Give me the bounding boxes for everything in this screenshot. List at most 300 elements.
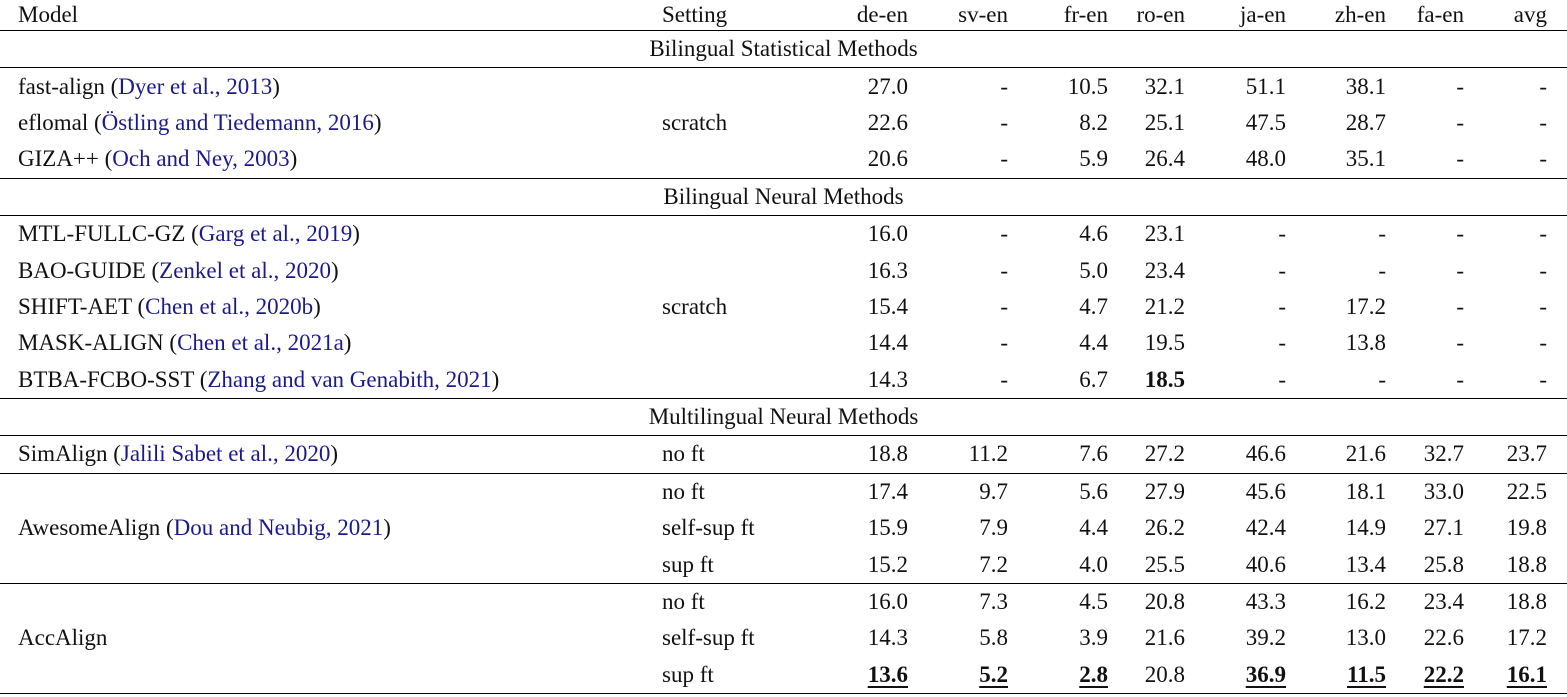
setting-cell: no ft (640, 583, 766, 620)
score-value: 14.4 (867, 330, 908, 356)
table-row (0, 68, 1567, 105)
score-zh-en (1286, 252, 1386, 288)
score-fa-en (1386, 362, 1464, 399)
score-fr-en (1008, 510, 1108, 546)
score-ro-en (1108, 657, 1185, 694)
section-header-row (0, 398, 1567, 435)
score-avg (1464, 473, 1547, 510)
score-sv-en (908, 473, 1008, 510)
score-fr-en (1008, 68, 1108, 105)
model-name (0, 325, 640, 361)
model-name (0, 215, 640, 252)
score-value: 18.8 (867, 441, 908, 467)
score-value: 33.0 (1423, 478, 1464, 504)
citation-link: Och and Ney, 2003 (112, 146, 290, 172)
score-value: 32.7 (1423, 441, 1464, 467)
score-de-en (766, 510, 908, 546)
score-value: 4.7 (1079, 293, 1108, 319)
score-zh-en (1286, 289, 1386, 325)
score-value: 4.4 (1079, 330, 1108, 356)
score-avg (1464, 546, 1547, 583)
score-value: - (1378, 366, 1386, 392)
score-value: 7.9 (979, 515, 1008, 541)
score-de-en (766, 546, 908, 583)
spacer (1547, 657, 1567, 694)
score-avg (1464, 252, 1547, 288)
score-value: 17.4 (867, 478, 908, 504)
score-value: - (1539, 73, 1547, 99)
model-name (0, 289, 640, 325)
column-header-fa-en: fa-en (1416, 2, 1464, 27)
model-name (0, 583, 640, 693)
score-value: 27.1 (1423, 515, 1464, 541)
score-value: - (1456, 221, 1464, 247)
score-value: - (1456, 73, 1464, 99)
score-fa-en (1386, 546, 1464, 583)
score-value: 4.5 (1079, 589, 1108, 615)
citation-link: Garg et al., 2019 (198, 221, 353, 247)
score-value: 11.2 (968, 441, 1008, 467)
score-sv-en (908, 325, 1008, 361)
citation-link: Zhang and van Genabith, 2021 (207, 366, 492, 392)
score-avg (1464, 657, 1547, 694)
citation-link: Östling and Tiedemann, 2016 (101, 109, 374, 135)
score-value: 7.2 (979, 551, 1008, 577)
spacer (1547, 436, 1567, 473)
score-value: 5.6 (1079, 478, 1108, 504)
setting-cell: scratch (662, 293, 728, 319)
score-value: 14.3 (867, 366, 908, 392)
score-zh-en (1286, 215, 1386, 252)
score-ja-en (1185, 546, 1286, 583)
score-value: 5.9 (1079, 146, 1108, 172)
score-ro-en (1108, 362, 1185, 399)
score-value: 15.9 (867, 515, 908, 541)
score-value: 16.1 (1506, 661, 1547, 687)
score-value: 4.4 (1079, 515, 1108, 541)
score-ja-en (1185, 68, 1286, 105)
score-ja-en (1185, 289, 1286, 325)
score-ro-en (1108, 289, 1185, 325)
score-zh-en (1286, 510, 1386, 546)
score-de-en (766, 436, 908, 473)
score-avg (1464, 362, 1547, 399)
score-ja-en (1185, 141, 1286, 178)
score-fr-en (1008, 546, 1108, 583)
paren: ) (330, 441, 339, 467)
table-row (0, 252, 1567, 288)
score-value: 5.0 (1079, 257, 1108, 283)
model-label: BTBA-FCBO-SST ( (18, 366, 208, 392)
score-zh-en (1286, 546, 1386, 583)
score-value: 14.3 (867, 625, 908, 651)
citation-link: Chen et al., 2021a (177, 330, 344, 356)
score-sv-en (908, 583, 1008, 620)
score-avg (1464, 289, 1547, 325)
score-avg (1464, 215, 1547, 252)
score-sv-en (908, 252, 1008, 288)
model-label: fast-align ( (18, 73, 119, 99)
score-zh-en (1286, 362, 1386, 399)
table-row (0, 289, 1567, 325)
score-value: - (1456, 146, 1464, 172)
score-avg (1464, 620, 1547, 656)
score-ro-en (1108, 68, 1185, 105)
model-label: SHIFT-AET ( (18, 293, 146, 319)
score-value: 15.2 (867, 551, 908, 577)
score-value: 8.2 (1079, 109, 1108, 135)
score-value: - (1000, 366, 1008, 392)
paren: ) (343, 330, 352, 356)
score-sv-en (908, 68, 1008, 105)
score-value: 4.6 (1079, 221, 1108, 247)
score-sv-en (908, 436, 1008, 473)
score-zh-en (1286, 325, 1386, 361)
score-fa-en (1386, 436, 1464, 473)
column-header-ro-en: ro-en (1136, 2, 1185, 27)
score-value: 20.8 (1144, 589, 1185, 615)
spacer (1547, 325, 1567, 361)
setting-cell: no ft (662, 441, 705, 467)
column-header-setting: Setting (662, 2, 728, 27)
score-zh-en (1286, 620, 1386, 656)
score-ja-en (1185, 215, 1286, 252)
score-fr-en (1008, 325, 1108, 361)
score-sv-en (908, 362, 1008, 399)
score-value: 14.9 (1345, 515, 1386, 541)
spacer (1547, 546, 1567, 583)
score-value: 22.6 (867, 109, 908, 135)
score-value: 3.9 (1079, 625, 1108, 651)
spacer (1547, 252, 1567, 288)
score-sv-en (908, 620, 1008, 656)
score-fr-en (1008, 657, 1108, 694)
score-value: - (1278, 293, 1286, 319)
score-fa-en (1386, 583, 1464, 620)
score-value: - (1539, 366, 1547, 392)
score-de-en (766, 105, 908, 141)
score-value: 17.2 (1506, 625, 1547, 651)
score-value: 16.2 (1345, 589, 1386, 615)
score-de-en (766, 68, 908, 105)
score-zh-en (1286, 436, 1386, 473)
score-value: 17.2 (1345, 293, 1386, 319)
score-de-en (766, 620, 908, 656)
score-value: 21.2 (1144, 293, 1185, 319)
score-value: 11.5 (1347, 661, 1386, 687)
score-ro-en (1108, 546, 1185, 583)
model-label: AwesomeAlign ( (18, 515, 174, 541)
score-avg (1464, 68, 1547, 105)
score-value: 5.2 (979, 661, 1008, 687)
score-value: 45.6 (1245, 478, 1286, 504)
score-sv-en (908, 657, 1008, 694)
model-label: SimAlign ( (18, 441, 121, 467)
score-value: - (1000, 146, 1008, 172)
setting-cell: sup ft (662, 551, 714, 577)
score-value: 42.4 (1245, 515, 1286, 541)
setting-cell: self-sup ft (662, 515, 755, 541)
score-fa-en (1386, 105, 1464, 141)
score-value: 13.6 (867, 661, 908, 687)
spacer (1547, 473, 1567, 510)
table-row (0, 362, 1567, 399)
score-ja-en (1185, 510, 1286, 546)
score-value: 21.6 (1144, 625, 1185, 651)
score-value: 18.8 (1506, 551, 1547, 577)
score-fa-en (1386, 215, 1464, 252)
section-title: Bilingual Statistical Methods (0, 31, 1567, 68)
model-name (0, 141, 640, 178)
score-ja-en (1185, 105, 1286, 141)
citation-link: Dou and Neubig, 2021 (173, 515, 384, 541)
spacer (1547, 510, 1567, 546)
score-value: 26.2 (1144, 515, 1185, 541)
score-value: 36.9 (1245, 661, 1286, 687)
score-zh-en (1286, 105, 1386, 141)
score-value: 23.4 (1144, 257, 1185, 283)
score-ro-en (1108, 252, 1185, 288)
score-fa-en (1386, 141, 1464, 178)
spacer (1547, 105, 1567, 141)
score-value: 2.8 (1079, 661, 1108, 687)
table-row (0, 141, 1567, 178)
score-value: - (1456, 330, 1464, 356)
spacer (1547, 0, 1567, 31)
score-ja-en (1185, 436, 1286, 473)
score-ja-en (1185, 620, 1286, 656)
score-value: 9.7 (979, 478, 1008, 504)
model-label: GIZA++ ( (18, 146, 113, 172)
section-header-row (0, 178, 1567, 215)
setting-cell: no ft (640, 473, 766, 510)
score-zh-en (1286, 657, 1386, 694)
score-fa-en (1386, 510, 1464, 546)
paren: ) (330, 257, 339, 283)
score-value: - (1000, 109, 1008, 135)
score-de-en (766, 289, 908, 325)
column-header-model: Model (18, 2, 79, 27)
column-header-de-en: de-en (856, 2, 908, 27)
table-row (0, 473, 1567, 510)
score-value: 18.8 (1506, 589, 1547, 615)
score-value: 27.2 (1144, 441, 1185, 467)
score-fr-en (1008, 141, 1108, 178)
score-ja-en (1185, 473, 1286, 510)
table-row (0, 105, 1567, 141)
section-header-row (0, 31, 1567, 68)
score-sv-en (908, 289, 1008, 325)
score-value: 51.1 (1245, 73, 1286, 99)
score-avg (1464, 436, 1547, 473)
model-name (0, 436, 640, 473)
score-value: - (1456, 366, 1464, 392)
paren: ) (352, 221, 360, 247)
score-value: - (1539, 221, 1547, 247)
score-fa-en (1386, 68, 1464, 105)
score-value: 23.4 (1423, 589, 1464, 615)
score-value: 19.8 (1506, 515, 1547, 541)
score-value: 23.7 (1506, 441, 1547, 467)
table-row (0, 215, 1567, 252)
score-fr-en (1008, 252, 1108, 288)
citation-link: Jalili Sabet et al., 2020 (120, 441, 331, 467)
column-header-fr-en: fr-en (1063, 2, 1108, 27)
column-header-sv-en: sv-en (958, 2, 1008, 27)
score-fr-en (1008, 362, 1108, 399)
score-value: - (1000, 293, 1008, 319)
score-de-en (766, 252, 908, 288)
paren: ) (373, 109, 382, 135)
score-fr-en (1008, 473, 1108, 510)
column-header-avg: avg (1513, 2, 1547, 27)
score-fa-en (1386, 325, 1464, 361)
score-ja-en (1185, 583, 1286, 620)
score-value: - (1278, 330, 1286, 356)
score-value: 35.1 (1345, 146, 1386, 172)
score-value: - (1456, 109, 1464, 135)
setting-cell: sup ft (640, 657, 766, 694)
score-value: 6.7 (1079, 366, 1108, 392)
score-ro-en (1108, 473, 1185, 510)
score-value: - (1539, 109, 1547, 135)
score-fa-en (1386, 657, 1464, 694)
column-header-zh-en: zh-en (1334, 2, 1386, 27)
score-value: 25.1 (1144, 109, 1185, 135)
score-value: 13.0 (1345, 625, 1386, 651)
score-value: 38.1 (1345, 73, 1386, 99)
score-ja-en (1185, 657, 1286, 694)
score-fr-en (1008, 620, 1108, 656)
model-name (0, 473, 640, 583)
score-value: 18.5 (1144, 366, 1185, 392)
paren: ) (383, 515, 391, 541)
score-value: 47.5 (1245, 109, 1286, 135)
score-ja-en (1185, 325, 1286, 361)
score-value: 46.6 (1245, 441, 1286, 467)
citation-link: Dyer et al., 2013 (118, 73, 273, 99)
spacer (1547, 141, 1567, 178)
score-ro-en (1108, 583, 1185, 620)
score-value: - (1378, 221, 1386, 247)
score-sv-en (908, 546, 1008, 583)
score-value: 40.6 (1245, 551, 1286, 577)
model-label: MASK-ALIGN ( (18, 330, 178, 356)
score-value: 26.4 (1144, 146, 1185, 172)
score-fr-en (1008, 436, 1108, 473)
score-avg (1464, 105, 1547, 141)
score-value: 19.5 (1144, 330, 1185, 356)
score-ro-en (1108, 215, 1185, 252)
score-value: 27.9 (1144, 478, 1185, 504)
score-ro-en (1108, 141, 1185, 178)
score-value: - (1378, 257, 1386, 283)
score-value: - (1000, 221, 1008, 247)
score-value: 16.0 (867, 221, 908, 247)
score-value: 27.0 (867, 73, 908, 99)
score-value: - (1539, 146, 1547, 172)
table-row (0, 436, 1567, 473)
score-de-en (766, 657, 908, 694)
citation-link: Chen et al., 2020b (145, 293, 314, 319)
score-avg (1464, 510, 1547, 546)
score-value: 15.4 (867, 293, 908, 319)
score-fr-en (1008, 289, 1108, 325)
score-zh-en (1286, 68, 1386, 105)
score-value: - (1278, 257, 1286, 283)
score-de-en (766, 215, 908, 252)
model-label: MTL-FULLC-GZ ( (18, 221, 199, 247)
score-value: - (1539, 330, 1547, 356)
score-zh-en (1286, 583, 1386, 620)
score-zh-en (1286, 473, 1386, 510)
score-fa-en (1386, 252, 1464, 288)
score-value: - (1000, 257, 1008, 283)
score-de-en (766, 325, 908, 361)
score-value: 20.6 (867, 146, 908, 172)
score-value: 39.2 (1245, 625, 1286, 651)
score-value: 22.5 (1506, 478, 1547, 504)
model-name (0, 68, 640, 105)
score-value: 22.6 (1423, 625, 1464, 651)
score-value: 13.8 (1345, 330, 1386, 356)
score-value: - (1278, 221, 1286, 247)
score-sv-en (908, 141, 1008, 178)
score-zh-en (1286, 141, 1386, 178)
setting-cell: scratch (662, 109, 728, 135)
score-fa-en (1386, 289, 1464, 325)
paren: ) (289, 146, 298, 172)
model-name (0, 105, 640, 141)
section-title: Multilingual Neural Methods (0, 398, 1567, 435)
score-value: 18.1 (1345, 478, 1386, 504)
score-fa-en (1386, 620, 1464, 656)
score-value: 43.3 (1245, 589, 1286, 615)
citation-link: Zenkel et al., 2020 (159, 257, 331, 283)
paren: ) (313, 293, 321, 319)
score-value: 7.6 (1079, 441, 1108, 467)
setting-cell: self-sup ft (662, 625, 755, 651)
score-fr-en (1008, 215, 1108, 252)
score-value: 23.1 (1144, 221, 1185, 247)
model-label: eflomal ( (18, 109, 102, 135)
spacer (1547, 289, 1567, 325)
score-value: 13.4 (1345, 551, 1386, 577)
score-value: 48.0 (1245, 146, 1286, 172)
score-value: 22.2 (1423, 661, 1464, 687)
score-value: - (1456, 257, 1464, 283)
spacer (1547, 215, 1567, 252)
score-value: 4.0 (1079, 551, 1108, 577)
score-de-en (766, 362, 908, 399)
score-value: - (1000, 73, 1008, 99)
score-value: - (1000, 330, 1008, 356)
score-value: - (1539, 257, 1547, 283)
header-row (0, 0, 1567, 31)
score-ja-en (1185, 252, 1286, 288)
spacer (1547, 362, 1567, 399)
column-header-ja-en: ja-en (1240, 2, 1286, 27)
score-value: 16.0 (867, 589, 908, 615)
score-sv-en (908, 510, 1008, 546)
score-value: 28.7 (1345, 109, 1386, 135)
score-fr-en (1008, 583, 1108, 620)
paren: ) (272, 73, 280, 99)
table-row (0, 583, 1567, 620)
score-value: 16.3 (867, 257, 908, 283)
score-value: 32.1 (1144, 73, 1185, 99)
score-value: 25.5 (1144, 551, 1185, 577)
